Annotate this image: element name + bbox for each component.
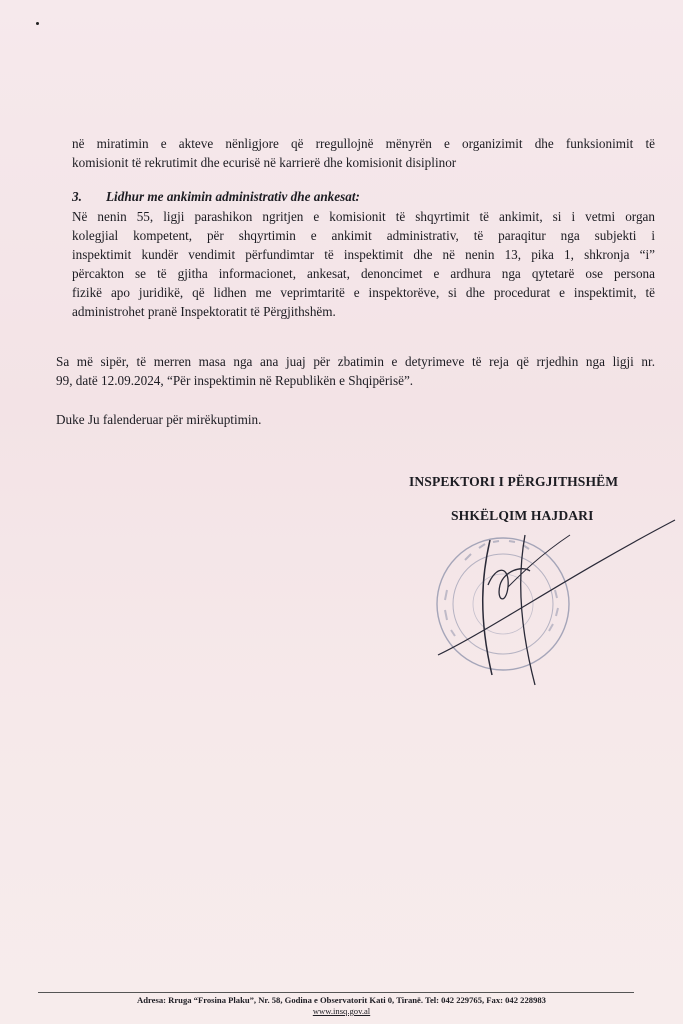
paragraph-3-line-2: 99, datë 12.09.2024, “Për inspektimin në Republikën e Shqipërisë”. [56,373,414,388]
paragraph-2-line: Në nenin 55, ligji parashikon ngritjen e komisionit të shqyrtimit të ankimit, si i vetmi organ [72,209,655,224]
footer-divider [38,992,634,993]
paragraph-1-line-2: komisionit të rekrutimit dhe ecurisë në karrierë dhe komisionit disiplinor [72,155,457,170]
footer-website-link[interactable]: www.insq.gov.al [312,1006,371,1016]
paragraph-1-line-1: në miratimin e akteve nënligjore që rregullojnë mënyrën e organizimit dhe funksionimit të [72,136,655,151]
section-title: Lidhur me ankimin administrativ dhe ankesat: [106,189,360,204]
paragraph-2-line: fizikë apo juridikë, që lidhen me veprimtaritë e inspektorëve, si dhe procedurat e inspektimit, të [72,285,655,300]
footer-website-wrap [0,1006,683,1016]
paragraph-2-line: kolegjial kompetent, për shqyrtimin e ankimit administrativ, të paraqitur nga subjekti i [72,228,655,243]
signatory-name: SHKËLQIM HAJDARI [451,508,594,523]
paragraph-2-line: përcakton se të gjitha informacionet, ankesat, denoncimet e ardhura nga qytetarë ose persona [72,266,655,281]
section-3-heading [72,187,360,206]
footer-address: Adresa: Rruga “Frosina Plaku”, Nr. 58, Godina e Observatorit Kati 0, Tiranë. Tel: 042 229765, Fax: 042 228983 [137,995,546,1005]
section-number: 3. [72,189,82,204]
paragraph-2-line: inspektimit kundër vendimit përfundimtar të inspektimit dhe në nenin 13, pika 1, shkronja “i” [72,247,655,262]
signatory-title: INSPEKTORI I PËRGJITHSHËM [409,474,619,489]
scan-speck [36,22,39,25]
paragraph-2-line: administrohet pranë Inspektoratit të Përgjithshëm. [72,304,336,319]
handwritten-signature-icon [430,505,683,695]
closing-line: Duke Ju falenderuar për mirëkuptimin. [56,412,262,427]
paragraph-3-line-1: Sa më sipër, të merren masa nga ana juaj për zbatimin e detyrimeve të reja që rrjedhin nga ligji nr. [56,354,655,369]
